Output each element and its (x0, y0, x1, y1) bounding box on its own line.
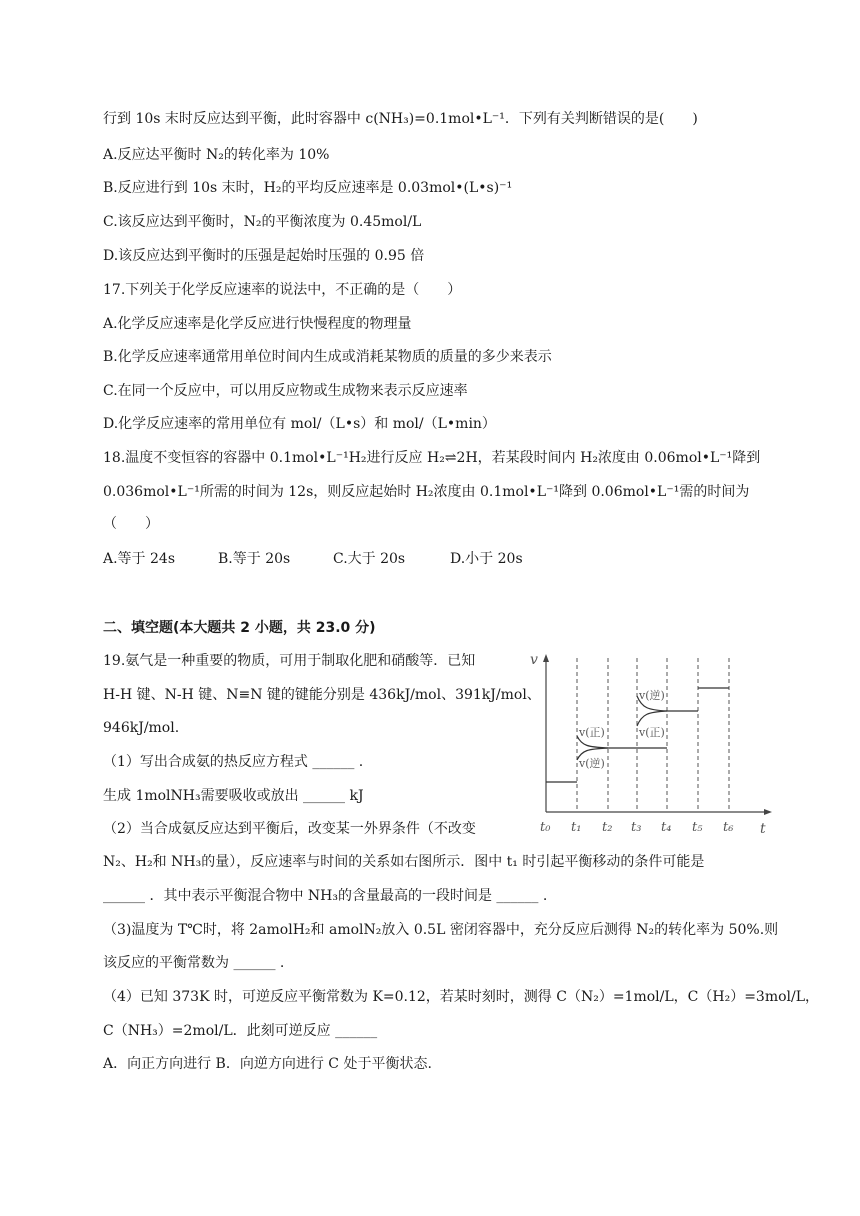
q18-option-d: D.小于 20s (450, 551, 523, 567)
q19-line-11: （4）已知 373K 时，可逆反应平衡常数为 K=0.12，若某时刻时，测得 C（N₂）=1mol/L，C（H₂）=3mol/L， (103, 989, 820, 1005)
q16-option-c: C.该反应达到平衡时，N₂的平衡浓度为 0.45mol/L (103, 214, 422, 230)
y-axis-arrow (543, 654, 549, 662)
v-forward-label-2: v(正) (639, 726, 665, 739)
rate-time-graph (526, 650, 776, 840)
q18-option-c: C.大于 20s (333, 551, 406, 567)
tick-t3: t₃ (631, 820, 642, 835)
tick-t2: t₂ (602, 820, 613, 835)
q16-option-a: A.反应达平衡时 N₂的转化率为 10% (103, 147, 330, 163)
v-forward-curve-t4 (637, 711, 667, 726)
q19-line-12: C（NH₃）=2mol/L．此刻可逆反应 ______ (103, 1023, 378, 1039)
q16-option-d: D.该反应达到平衡时的压强是起始时压强的 0.95 倍 (103, 248, 425, 264)
q19-line-9: （3)温度为 T℃时，将 2amolH₂和 amolN₂放入 0.5L 密闭容器中，充分反应后测得 N₂的转化率为 50%.则 (103, 922, 779, 938)
q19-line-8: ______ ．其中表示平衡混合物中 NH₃的含量最高的一段时间是 ______ . (103, 888, 548, 904)
v-forward-label-1: v(正) (579, 726, 605, 739)
q18-stem-line-2: 0.036mol•L⁻¹所需的时间为 12s，则反应起始时 H₂浓度由 0.1mol•L⁻¹降到 0.06mol•L⁻¹需的时间为 (103, 484, 750, 500)
q19-line-2: H-H 键、N-H 键、N≡N 键的键能分别是 436kJ/mol、391kJ/mol、 (103, 687, 541, 703)
q19-line-5: 生成 1molNH₃需要吸收或放出 ______ kJ (103, 788, 364, 804)
y-axis-label: v (530, 652, 538, 668)
v-reverse-label-2: v(逆) (639, 689, 665, 702)
q18-stem-line-3: （ ） (103, 516, 159, 532)
q19-line-13: A．向正方向进行 B．向逆方向进行 C 处于平衡状态. (103, 1056, 432, 1072)
tick-t5: t₅ (692, 820, 703, 835)
v-reverse-label-1: v(逆) (579, 757, 605, 770)
q17-option-d: D.化学反应速率的常用单位有 mol/（L•s）和 mol/（L•min） (103, 416, 496, 432)
q17-stem: 17.下列关于化学反应速率的说法中，不正确的是（ ） (103, 282, 462, 298)
tick-t6: t₆ (723, 820, 734, 835)
x-axis-label: t (760, 821, 766, 837)
q16-option-b: B.反应进行到 10s 末时，H₂的平均反应速率是 0.03mol•(L•s)⁻¹ (103, 180, 513, 196)
q19-line-6: （2）当合成氨反应达到平衡后，改变某一外界条件（不改变 (103, 821, 476, 837)
q16-stem: 行到 10s 末时反应达到平衡，此时容器中 c(NH₃)=0.1mol•L⁻¹．下列有关判断错误的是( ) (103, 111, 698, 127)
q18-option-a: A.等于 24s (103, 551, 176, 567)
q19-line-1: 19.氨气是一种重要的物质，可用于制取化肥和硝酸等．已知 (103, 653, 476, 669)
q19-line-4: （1）写出合成氨的热反应方程式 ______ . (103, 754, 364, 770)
tick-t0: t₀ (540, 820, 551, 835)
q17-option-b: B.化学反应速率通常用单位时间内生成或消耗某物质的质量的多少来表示 (103, 349, 552, 365)
q17-option-c: C.在同一个反应中，可以用反应物或生成物来表示反应速率 (103, 383, 468, 399)
q19-line-7: N₂、H₂和 NH₃的量），反应速率与时间的关系如右图所示．图中 t₁ 时引起平衡移动的条件可能是 (103, 854, 705, 870)
x-axis-arrow (764, 809, 772, 815)
q19-line-3: 946kJ/mol. (103, 720, 180, 736)
q18-stem-line-1: 18.温度不变恒容的容器中 0.1mol•L⁻¹H₂进行反应 H₂⇌2H，若某段时间内 H₂浓度由 0.06mol•L⁻¹降到 (103, 450, 761, 466)
q18-option-b: B.等于 20s (218, 551, 291, 567)
q17-option-a: A.化学反应速率是化学反应进行快慢程度的物理量 (103, 316, 412, 332)
tick-t4: t₄ (661, 820, 672, 835)
section-2-heading: 二、填空题(本大题共 2 小题，共 23.0 分) (103, 620, 376, 636)
q19-line-10: 该反应的平衡常数为 ______ . (103, 955, 285, 971)
tick-t1: t₁ (571, 820, 582, 835)
